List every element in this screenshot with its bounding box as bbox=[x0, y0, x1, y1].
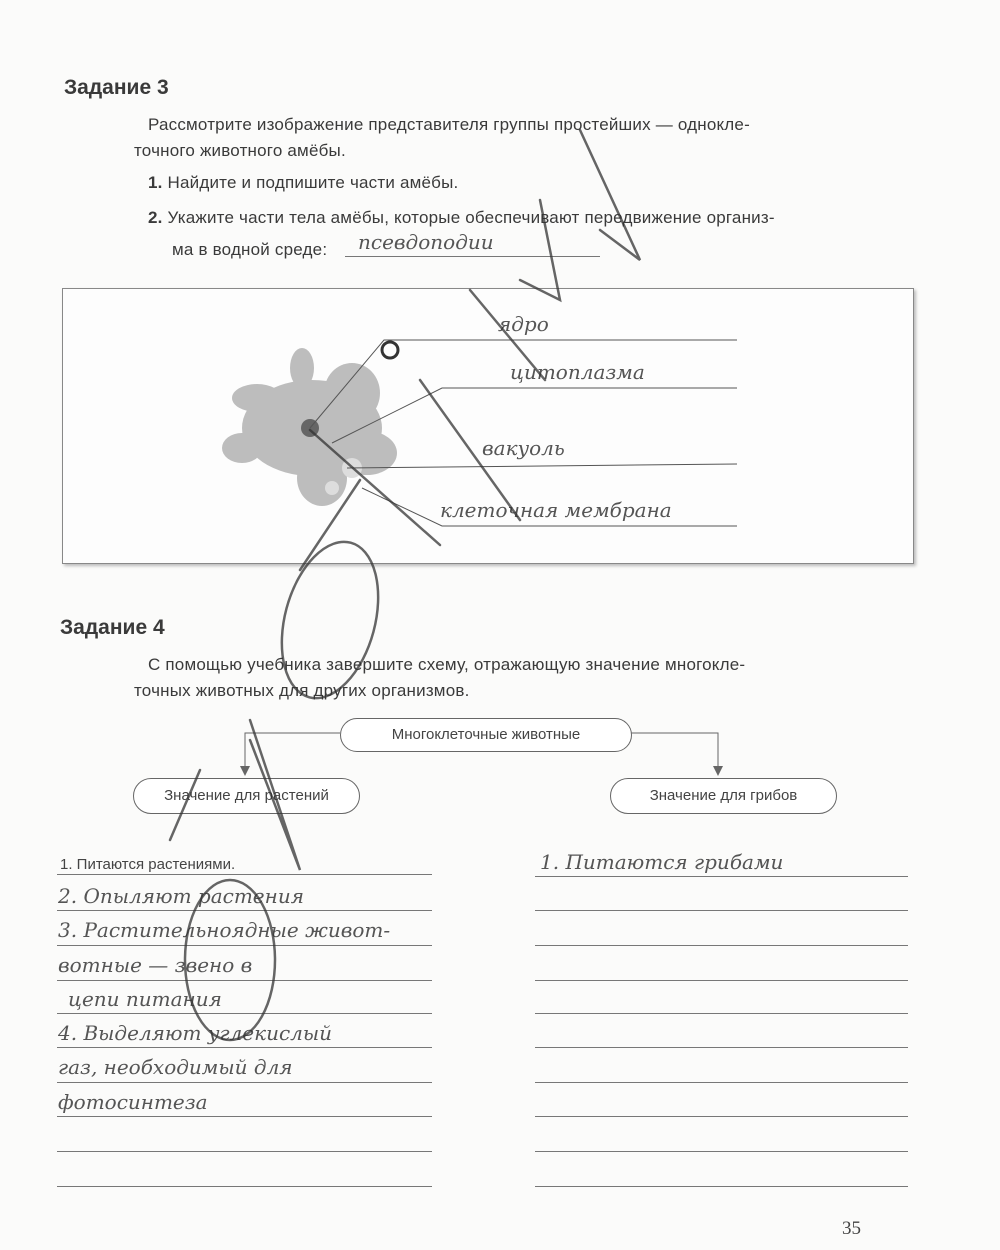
left-item-2[interactable]: 2. Опыляют растения bbox=[58, 884, 304, 908]
question-number: 1. bbox=[148, 173, 163, 192]
left-item-3[interactable]: 3. Растительноядные живот- bbox=[58, 918, 391, 942]
question-number: 2. bbox=[148, 208, 163, 227]
task3-intro-line1: Рассмотрите изображение представителя группы простейших — однокле- bbox=[148, 115, 750, 134]
page-number: 35 bbox=[842, 1218, 861, 1239]
task4-intro-line1: С помощью учебника завершите схему, отражающую значение многокле- bbox=[148, 655, 746, 674]
label-vacuole[interactable]: вакуоль bbox=[482, 436, 565, 460]
task4-intro-line2: точных животных для других организмов. bbox=[134, 681, 470, 700]
left-item-3-cont[interactable]: вотные — звено в bbox=[58, 953, 253, 977]
task3-title: Задание 3 bbox=[64, 76, 169, 99]
question-text-cont: ма в водной среде: bbox=[172, 240, 328, 259]
left-item-4-cont2[interactable]: фотосинтеза bbox=[58, 1090, 208, 1114]
label-cytoplasm[interactable]: цитоплазма bbox=[510, 360, 645, 384]
left-item-4-cont[interactable]: газ, необходимый для bbox=[58, 1055, 293, 1079]
answer-pseudopodia[interactable]: псевдоподии bbox=[358, 230, 494, 254]
scheme-plants: Значение для растений bbox=[133, 778, 360, 814]
label-cell-membrane[interactable]: клеточная мембрана bbox=[440, 498, 672, 522]
task3-intro-line2: точного животного амёбы. bbox=[134, 141, 346, 160]
task4-title: Задание 4 bbox=[60, 616, 165, 639]
right-item-1[interactable]: 1. Питаются грибами bbox=[540, 850, 784, 874]
question-text: Найдите и подпишите части амёбы. bbox=[167, 173, 459, 192]
scheme-fungi: Значение для грибов bbox=[610, 778, 837, 814]
question-text: Укажите части тела амёбы, которые обеспечивают передвижение организ- bbox=[167, 208, 775, 227]
left-item-3-cont2[interactable]: цепи питания bbox=[68, 987, 222, 1011]
scheme-root: Многоклеточные животные bbox=[340, 718, 632, 752]
left-item-1: 1. Питаются растениями. bbox=[60, 856, 236, 873]
left-item-4[interactable]: 4. Выделяют углекислый bbox=[58, 1021, 333, 1045]
label-nucleus[interactable]: ядро bbox=[498, 312, 549, 336]
